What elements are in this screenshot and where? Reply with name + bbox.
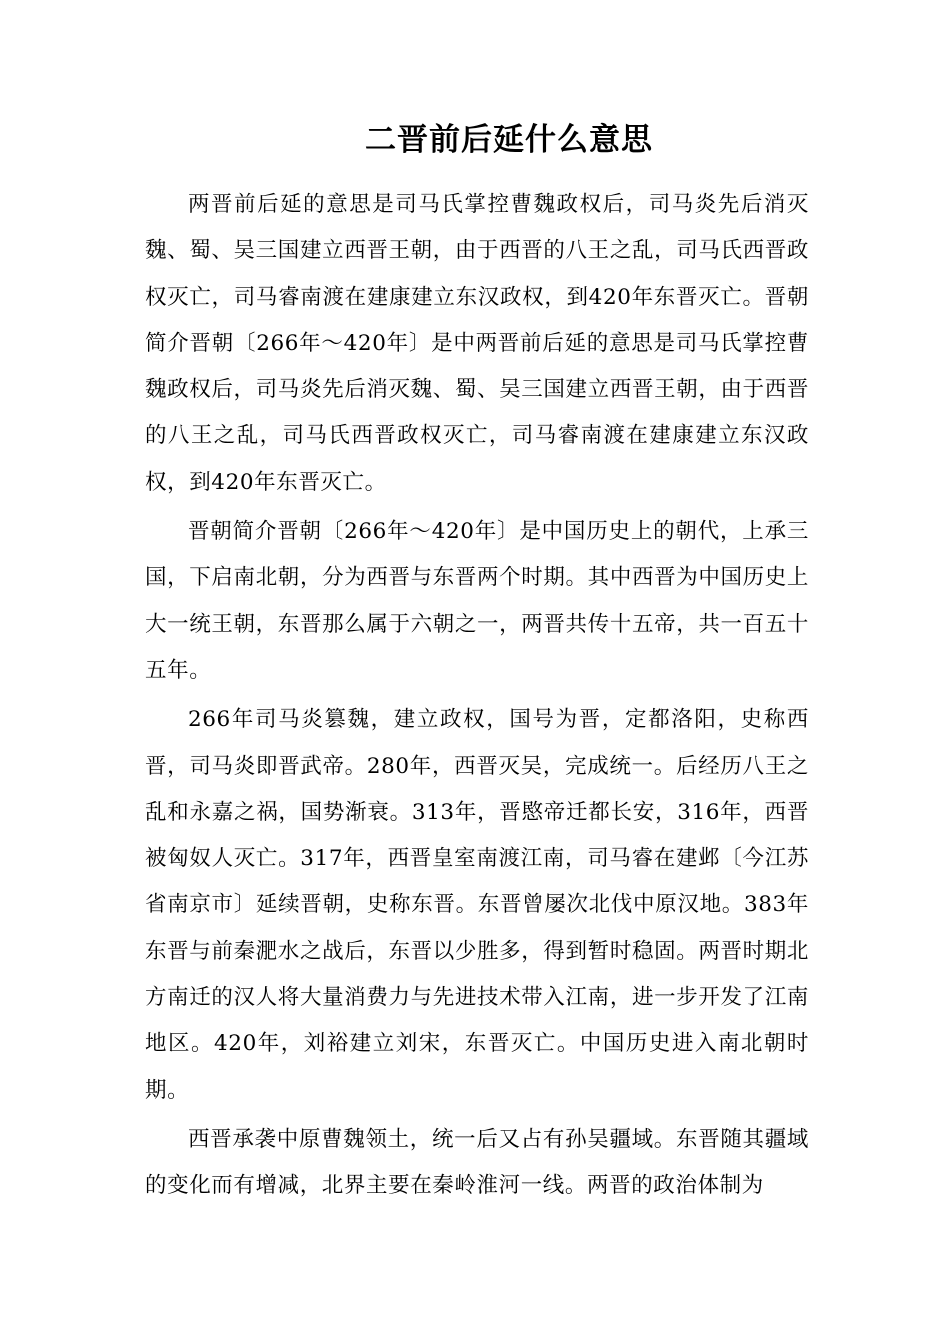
document-body bbox=[145, 182, 809, 1213]
paragraph-2: 晋朝简介晋朝〔266年～420年〕是中国历史上的朝代，上承三国，下启南北朝，分为西晋与东晋两个时期。其中西晋为中国历史上大一统王朝，东晋那么属于六朝之一，两晋共传十五帝，共一百五十五年。 bbox=[145, 519, 809, 683]
document-title: 二晋前后延什么意思 bbox=[365, 122, 653, 158]
paragraph-3: 266年司马炎篡魏，建立政权，国号为晋，定都洛阳，史称西晋，司马炎即晋武帝。280年，西晋灭吴，完成统一。后经历八王之乱和永嘉之祸，国势渐衰。313年，晋愍帝迁都长安，316年，西晋被匈奴人灭亡。317年，西晋皇室南渡江南，司马睿在建邺〔今江苏省南京市〕延续晋朝，史称东晋。东晋曾屡次北伐中原汉地。383年东晋与前秦淝水之战后，东晋以少胜多，得到暂时稳固。两晋时期北方南迁的汉人将大量消费力与先进技术带入江南，进一步开发了江南地区。420年，刘裕建立刘宋，东晋灭亡。中国历史进入南北朝时期。 bbox=[145, 707, 809, 1103]
paragraph-4: 西晋承袭中原曹魏领土，统一后又占有孙吴疆域。东晋随其疆域的变化而有增减，北界主要在秦岭淮河一线。两晋的政治体制为 bbox=[145, 1126, 809, 1199]
paragraph-1: 两晋前后延的意思是司马氏掌控曹魏政权后，司马炎先后消灭魏、蜀、吴三国建立西晋王朝，由于西晋的八王之乱，司马氏西晋政权灭亡，司马睿南渡在建康建立东汉政权，到420年东晋灭亡。晋朝简介晋朝〔266年～420年〕是中两晋前后延的意思是司马氏掌控曹魏政权后，司马炎先后消灭魏、蜀、吴三国建立西晋王朝，由于西晋的八王之乱，司马氏西晋政权灭亡，司马睿南渡在建康建立东汉政权，到420年东晋灭亡。 bbox=[145, 192, 809, 495]
